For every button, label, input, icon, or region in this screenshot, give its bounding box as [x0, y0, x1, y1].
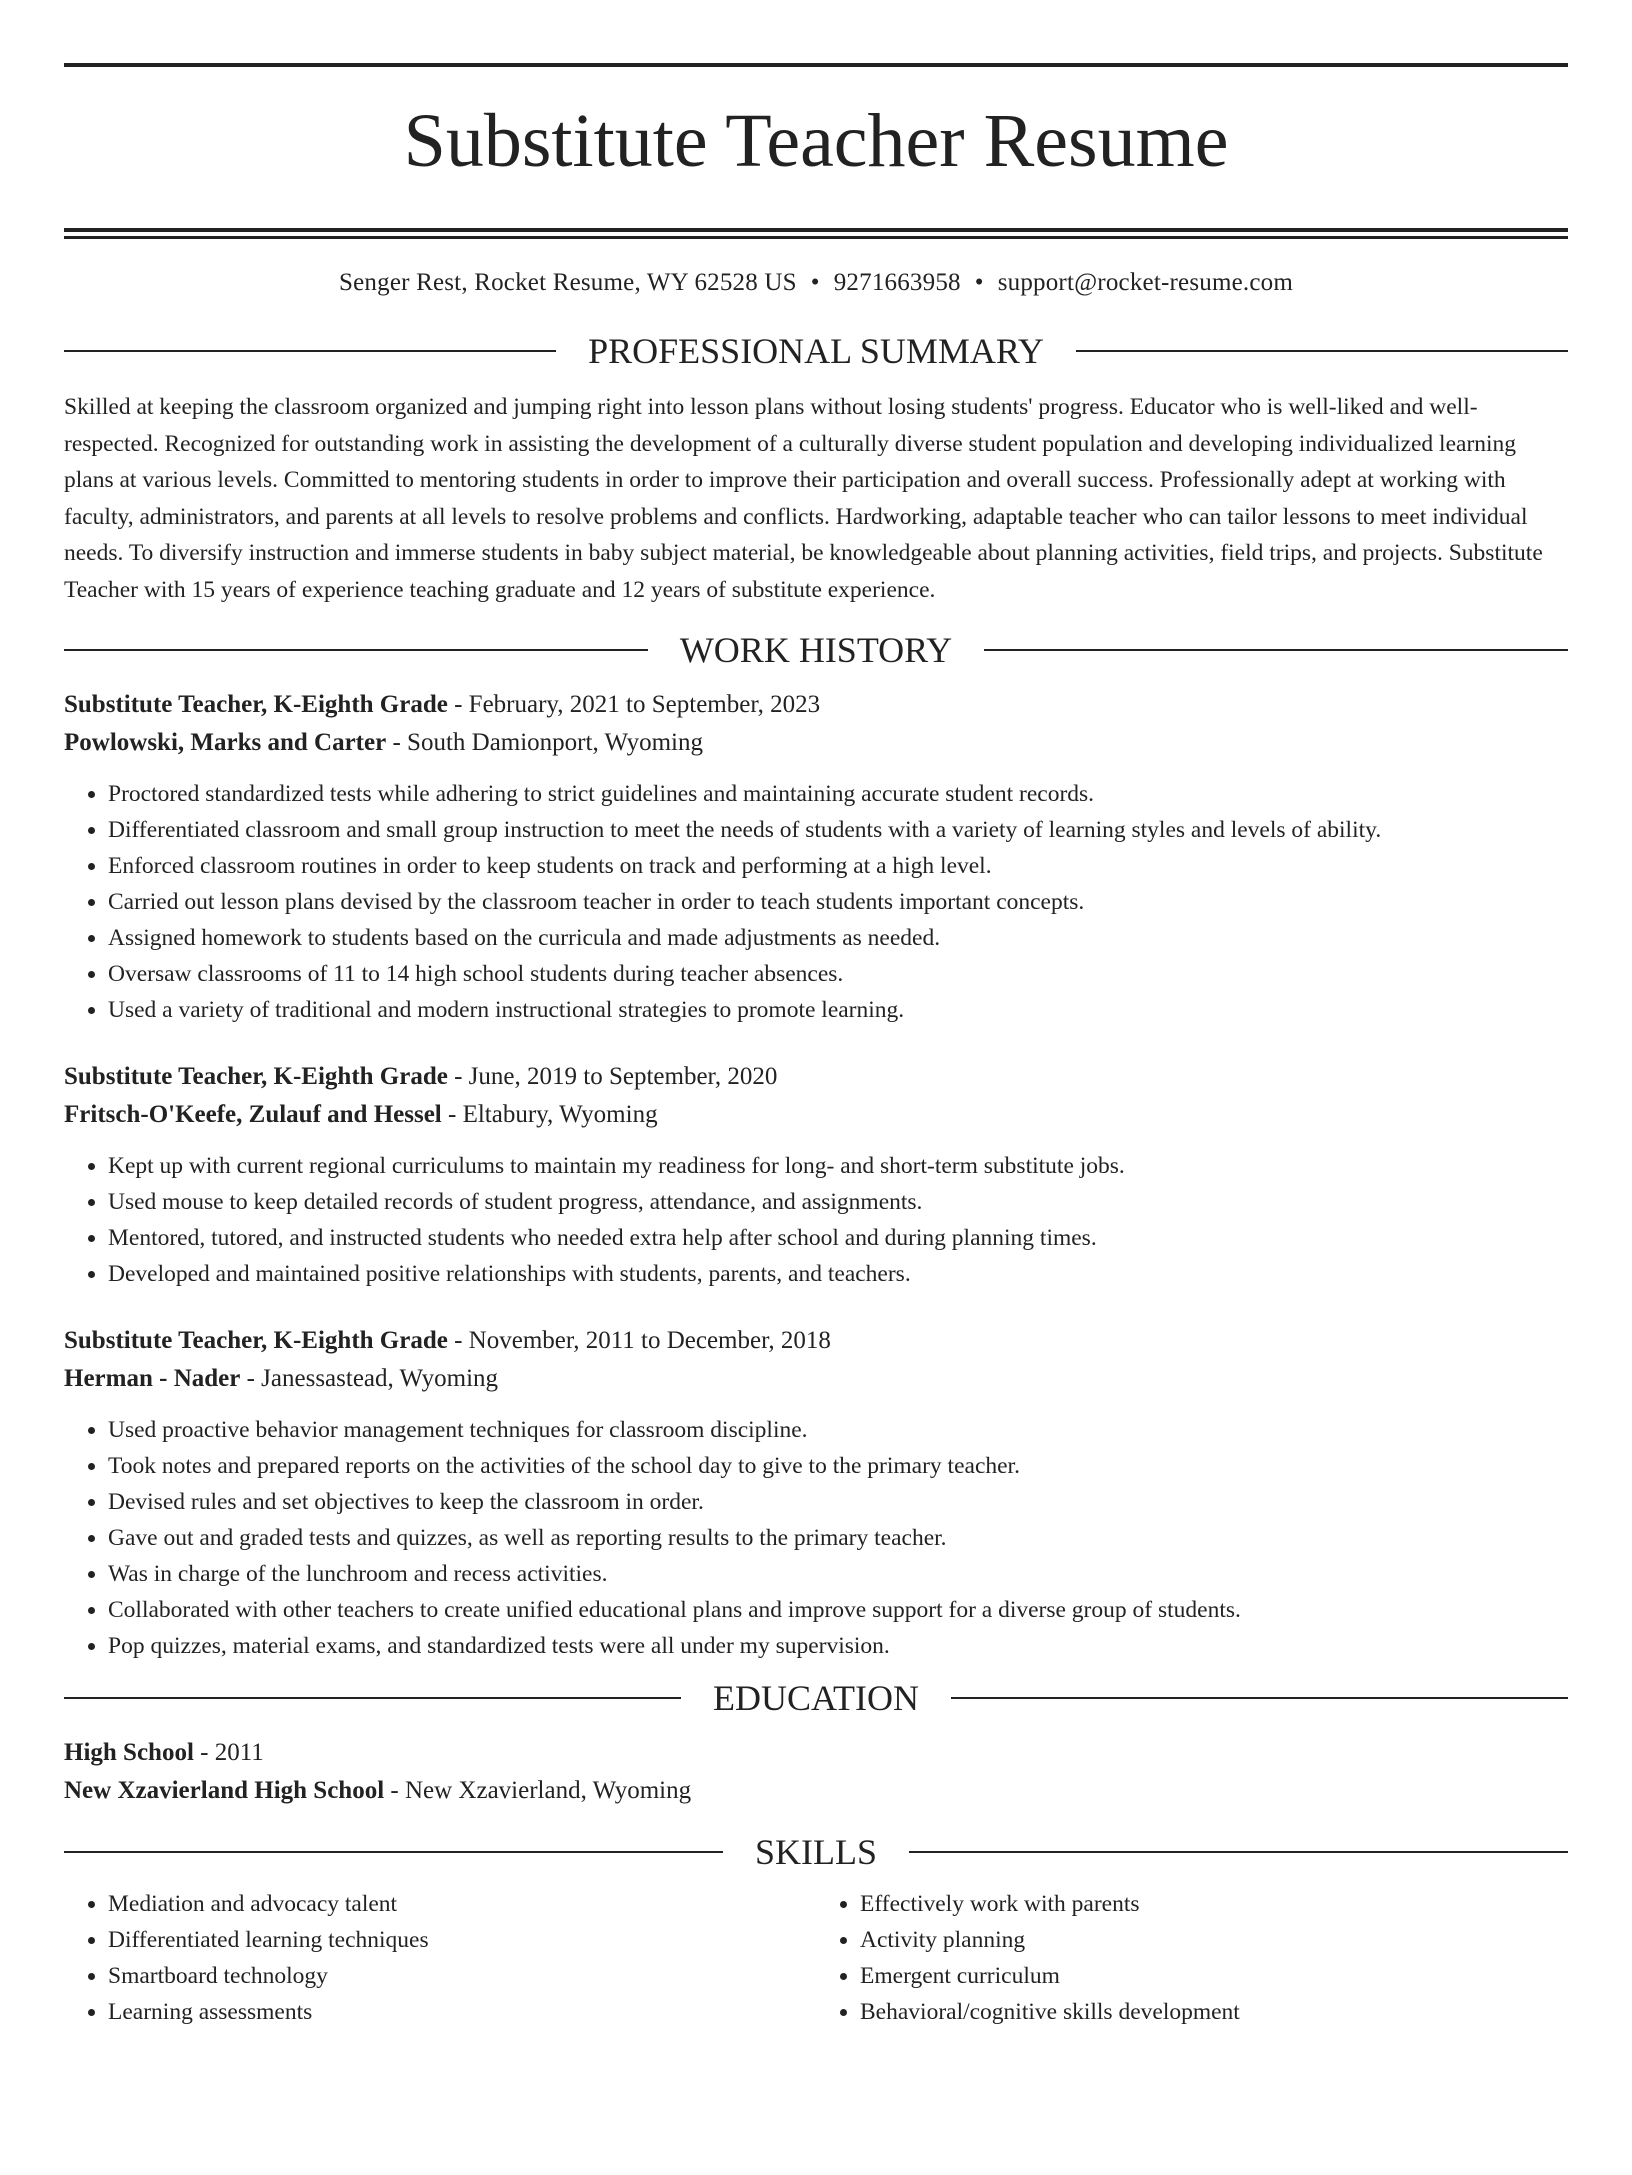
- list-item: • Gave out and graded tests and quizzes, as well as reporting results to the primary teacher.: [108, 1520, 1568, 1556]
- job-entry: [64, 1058, 1568, 1292]
- skills-column-right: [816, 1886, 1568, 2030]
- resume-title: Substitute Teacher Resume: [403, 99, 1229, 183]
- heading-rule: [64, 649, 648, 651]
- list-item: • Proctored standardized tests while adhering to strict guidelines and maintaining accurate student records.: [108, 776, 1568, 812]
- list-item: • Learning assessments: [108, 1994, 816, 2030]
- job-location: - Janessastead, Wyoming: [240, 1364, 499, 1392]
- job-dates: - June, 2019 to September, 2020: [447, 1062, 778, 1090]
- section-title: PROFESSIONAL SUMMARY: [588, 331, 1044, 371]
- list-item: • Emergent curriculum: [860, 1958, 1568, 1994]
- list-item: • Oversaw classrooms of 11 to 14 high school students during teacher absences.: [108, 956, 1568, 992]
- job-title-line: [64, 1322, 1568, 1360]
- job-title-line: [64, 1058, 1568, 1096]
- job-location: - South Damionport, Wyoming: [386, 728, 703, 756]
- list-item: • Used a variety of traditional and modern instructional strategies to promote learning.: [108, 992, 1568, 1028]
- job-bullets: [64, 1148, 1568, 1292]
- education-degree-line: [64, 1734, 1568, 1772]
- list-item: • Effectively work with parents: [860, 1886, 1568, 1922]
- heading-rule: [64, 1851, 723, 1853]
- heading-rule: [1076, 350, 1568, 352]
- list-item: • Activity planning: [860, 1922, 1568, 1958]
- title-double-rule: [64, 228, 1568, 239]
- heading-rule: [64, 1697, 681, 1699]
- section-title: EDUCATION: [713, 1677, 919, 1718]
- list-item: • Pop quizzes, material exams, and standardized tests were all under my supervision.: [108, 1628, 1568, 1664]
- job-title-line: [64, 686, 1568, 724]
- list-item: • Differentiated classroom and small group instruction to meet the needs of students with a variety of learning styles and levels of ability.: [108, 812, 1568, 848]
- resume-page: [0, 63, 1632, 2175]
- summary-paragraph: Skilled at keeping the classroom organized and jumping right into lesson plans without losing students' progress. Educator who is well-liked and well-respected. Recognized for outstanding work in assisting the development of a culturally diverse student population and developing individualized learning plans at various levels. Committed to mentoring students in order to improve their participation and overall success. Professionally adept at working with faculty, administrators, and parents at all levels to resolve problems and conflicts. Hardworking, adaptable teacher who can tailor lessons to meet individual needs. To diversify instruction and immerse students in baby subject material, be knowledgeable about planning activities, field trips, and projects. Substitute Teacher with 15 years of experience teaching graduate and 12 years of substitute experience.: [64, 394, 1543, 603]
- education-school: New Xzavierland High School: [64, 1776, 385, 1804]
- job-employer-line: [64, 724, 1568, 762]
- skills-column-left: [64, 1886, 816, 2030]
- job-location: - Eltabury, Wyoming: [441, 1100, 658, 1128]
- job-bullets: [64, 1412, 1568, 1664]
- education-degree: High School: [64, 1738, 194, 1766]
- list-item: • Smartboard technology: [108, 1958, 816, 1994]
- contact-line: [64, 270, 1568, 295]
- section-heading-work: [64, 629, 1568, 670]
- heading-rule: [64, 350, 556, 352]
- list-item: • Devised rules and set objectives to keep the classroom in order.: [108, 1484, 1568, 1520]
- list-item: • Mentored, tutored, and instructed students who needed extra help after school and during planning times.: [108, 1220, 1568, 1256]
- list-item: • Collaborated with other teachers to create unified educational plans and improve support for a diverse group of students.: [108, 1592, 1568, 1628]
- top-rule: [64, 63, 1568, 67]
- contact-address: Senger Rest, Rocket Resume, WY 62528 US: [339, 269, 797, 296]
- job-bullets: [64, 776, 1568, 1028]
- list-item: • Kept up with current regional curriculums to maintain my readiness for long- and short-term substitute jobs.: [108, 1148, 1568, 1184]
- heading-rule: [984, 649, 1568, 651]
- education-school-line: [64, 1772, 1568, 1810]
- job-dates: - November, 2011 to December, 2018: [447, 1326, 831, 1354]
- job-entry: [64, 1322, 1568, 1664]
- list-item: • Took notes and prepared reports on the activities of the school day to give to the primary teacher.: [108, 1448, 1568, 1484]
- list-item: • Developed and maintained positive relationships with students, parents, and teachers.: [108, 1256, 1568, 1292]
- education-year: - 2011: [193, 1738, 264, 1766]
- list-item: • Used proactive behavior management techniques for classroom discipline.: [108, 1412, 1568, 1448]
- heading-rule: [909, 1851, 1568, 1853]
- section-heading-education: [64, 1677, 1568, 1718]
- list-item: • Was in charge of the lunchroom and recess activities.: [108, 1556, 1568, 1592]
- job-employer: Fritsch-O'Keefe, Zulauf and Hessel: [64, 1100, 442, 1128]
- contact-separator: •: [810, 269, 820, 296]
- job-employer-line: [64, 1096, 1568, 1134]
- job-role: Substitute Teacher, K-Eighth Grade: [64, 1062, 448, 1090]
- job-employer-line: [64, 1360, 1568, 1398]
- heading-rule: [951, 1697, 1568, 1699]
- contact-phone: 9271663958: [833, 269, 961, 296]
- section-title: SKILLS: [755, 1831, 878, 1872]
- list-item: • Behavioral/cognitive skills development: [860, 1994, 1568, 2030]
- contact-email[interactable]: support@rocket-resume.com: [997, 269, 1293, 296]
- skills-grid: [64, 1886, 1568, 2030]
- section-title: WORK HISTORY: [679, 629, 953, 670]
- job-entry: [64, 686, 1568, 1028]
- job-role: Substitute Teacher, K-Eighth Grade: [64, 690, 448, 718]
- list-item: • Differentiated learning techniques: [108, 1922, 816, 1958]
- job-employer: Herman - Nader: [64, 1364, 241, 1392]
- section-heading-skills: [64, 1831, 1568, 1872]
- education-location: - New Xzavierland, Wyoming: [384, 1776, 692, 1804]
- contact-separator: •: [974, 269, 984, 296]
- list-item: • Carried out lesson plans devised by the classroom teacher in order to teach students important concepts.: [108, 884, 1568, 920]
- job-role: Substitute Teacher, K-Eighth Grade: [64, 1326, 448, 1354]
- job-employer: Powlowski, Marks and Carter: [64, 728, 387, 756]
- list-item: • Assigned homework to students based on the curricula and made adjustments as needed.: [108, 920, 1568, 956]
- list-item: • Enforced classroom routines in order to keep students on track and performing at a high level.: [108, 848, 1568, 884]
- job-dates: - February, 2021 to September, 2023: [447, 690, 821, 718]
- education-entry: [64, 1734, 1568, 1810]
- list-item: • Mediation and advocacy talent: [108, 1886, 816, 1922]
- list-item: • Used mouse to keep detailed records of student progress, attendance, and assignments.: [108, 1184, 1568, 1220]
- section-heading-summary: [64, 333, 1568, 369]
